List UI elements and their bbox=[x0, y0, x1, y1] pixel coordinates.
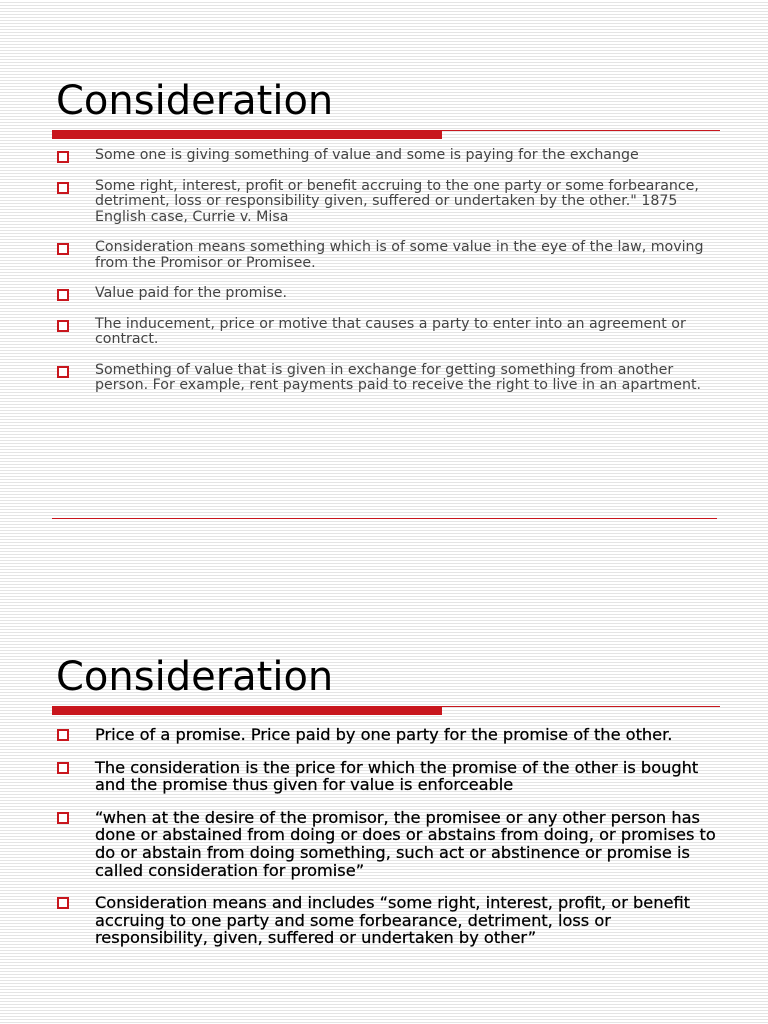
title-underline-thin bbox=[442, 130, 720, 131]
bullet-text: “when at the desire of the promisor, the promisee or any other person has done or abstained from doing or does or abstains from doing, or promises to do or abstain from doing something, such act or abstinence or promise is called consideration for promise” bbox=[95, 807, 716, 880]
bullet-text: The inducement, price or motive that causes a party to enter into an agreement or contract. bbox=[95, 315, 686, 347]
bullet-item bbox=[56, 809, 728, 879]
square-bullet-icon bbox=[57, 151, 69, 163]
bullet-text: Some right, interest, profit or benefit accruing to the one party or some forbearance, detriment, loss or responsibility given, suffered or undertaken by the other." 1875 English case, Currie v. Misa bbox=[95, 177, 699, 225]
slide-title: Consideration bbox=[56, 654, 334, 700]
square-bullet-icon bbox=[57, 320, 69, 332]
bullet-item bbox=[56, 240, 728, 271]
bullet-item bbox=[56, 759, 728, 794]
title-underline-thick bbox=[52, 130, 442, 139]
bullet-list bbox=[56, 148, 728, 409]
slide-bottom-divider bbox=[52, 518, 717, 519]
bullet-item bbox=[56, 317, 728, 348]
slide-title: Consideration bbox=[56, 78, 334, 124]
bullet-item bbox=[56, 148, 728, 164]
square-bullet-icon bbox=[57, 762, 69, 774]
bullet-item bbox=[56, 726, 728, 744]
title-underline-thin bbox=[442, 706, 720, 707]
bullet-text: Some one is giving something of value and some is paying for the exchange bbox=[95, 147, 639, 163]
bullet-text: Consideration means and includes “some right, interest, profit, or benefit accruing to one party and some forbearance, detriment, loss or responsibility, given, suffered or undertaken by other” bbox=[95, 893, 691, 948]
square-bullet-icon bbox=[57, 289, 69, 301]
bullet-text: The consideration is the price for which the promise of the other is bought and the promise thus given for value is enforceable bbox=[95, 757, 699, 795]
slide-2 bbox=[0, 580, 768, 1024]
square-bullet-icon bbox=[57, 897, 69, 909]
bullet-item bbox=[56, 179, 728, 226]
bullet-item bbox=[56, 894, 728, 947]
square-bullet-icon bbox=[57, 366, 69, 378]
title-underline bbox=[52, 706, 720, 716]
square-bullet-icon bbox=[57, 243, 69, 255]
title-underline-thick bbox=[52, 706, 442, 715]
bullet-text: Consideration means something which is of some value in the eye of the law, moving from the Promisor or Promisee. bbox=[95, 239, 704, 271]
title-underline bbox=[52, 130, 720, 140]
square-bullet-icon bbox=[57, 812, 69, 824]
bullet-item bbox=[56, 286, 728, 302]
bullet-text: Value paid for the promise. bbox=[95, 285, 288, 301]
bullet-text: Something of value that is given in exchange for getting something from another person. For example, rent payments paid to receive the right to live in an apartment. bbox=[95, 361, 702, 393]
bullet-text: Price of a promise. Price paid by one party for the promise of the other. bbox=[95, 725, 673, 744]
square-bullet-icon bbox=[57, 729, 69, 741]
square-bullet-icon bbox=[57, 182, 69, 194]
bullet-item bbox=[56, 363, 728, 394]
bullet-list bbox=[56, 726, 728, 962]
